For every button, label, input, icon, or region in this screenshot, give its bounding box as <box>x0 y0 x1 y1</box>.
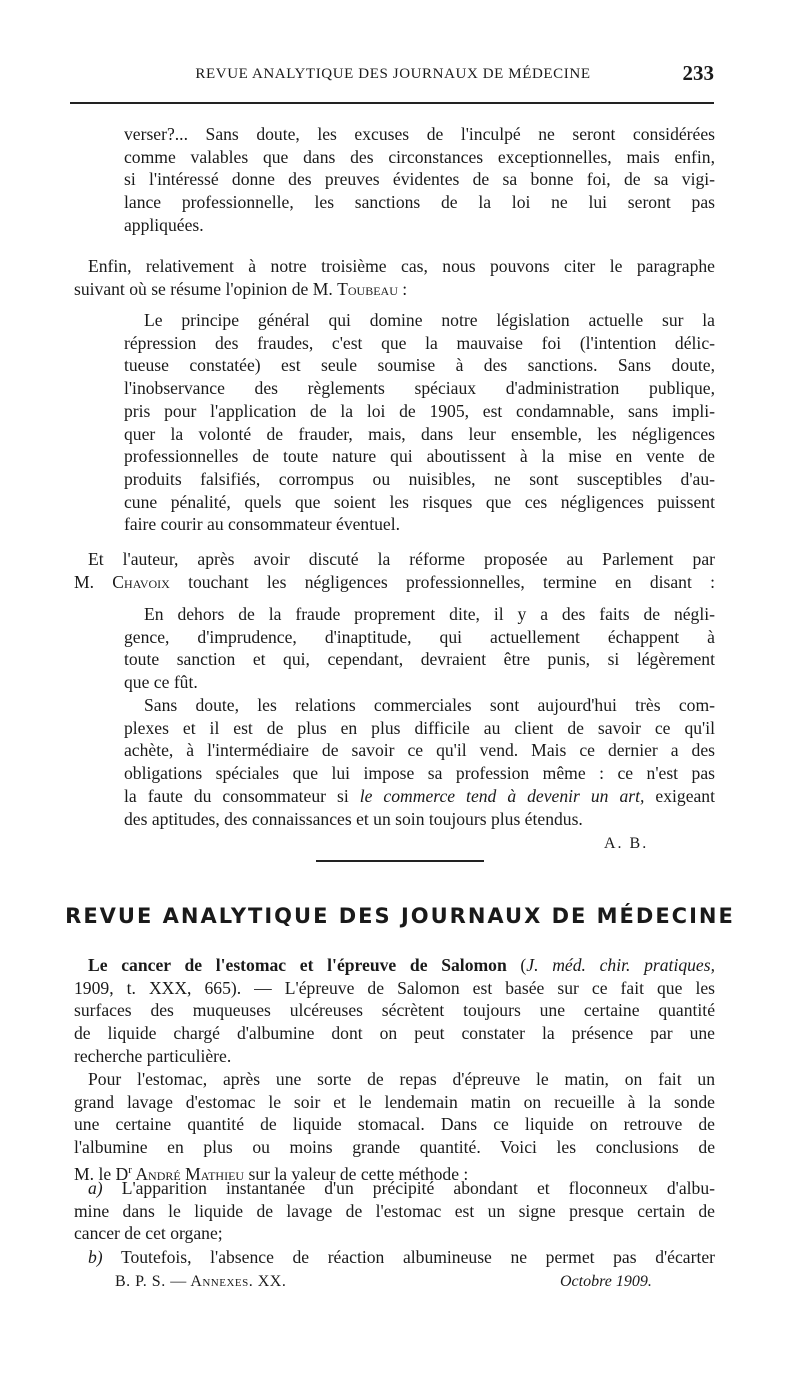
text-line: mine dans le liquide de lavage de l'estomac est un signe presque certain de <box>74 1200 715 1221</box>
author-name: André Mathieu <box>131 1163 245 1184</box>
text-line: En dehors de la fraude proprement dite, il y a des faits de négli- <box>144 604 715 624</box>
text-line: suivant où se résume l'opinion de M. Toubeau : <box>74 278 408 299</box>
text-line: Le principe général qui domine notre législation actuelle sur la <box>144 310 715 330</box>
text-line: a) L'apparition instantanée d'un précipité abondant et floconneux d'albu- <box>88 1178 715 1198</box>
article-title: Le cancer de l'estomac et l'épreuve de Salomon <box>88 955 507 975</box>
text-line: l'inobservance des règlements spéciaux d'administration publique, <box>124 378 715 399</box>
section-heading: REVUE ANALYTIQUE DES JOURNAUX DE MÉDECINE <box>65 904 735 928</box>
author-name: Chavoix <box>112 571 170 592</box>
text-line: gence, d'imprudence, d'inaptitude, qui actuellement échappent à <box>124 626 715 647</box>
paragraph-intro-chavoix <box>74 548 715 593</box>
text-line: des aptitudes, des connaissances et un soin toujours plus étendus. <box>124 808 583 829</box>
text-line: comme valables que dans des circonstances exceptionnelles, mais enfin, <box>124 146 715 167</box>
text-line: cancer de cet organe; <box>74 1223 223 1244</box>
signature-initials: A. B. <box>604 835 649 852</box>
text-line: verser?... Sans doute, les excuses de l'inculpé ne seront considérées <box>124 124 715 144</box>
text-line: produits falsifiés, corrompus ou nuisibles, ne sont susceptibles d'au- <box>124 468 715 489</box>
paragraph-intro-toubeau <box>74 255 715 300</box>
page-number: 233 <box>682 61 714 85</box>
author-name: Toubeau <box>337 278 398 299</box>
running-title: REVUE ANALYTIQUE DES JOURNAUX DE MÉDECINE <box>195 66 591 82</box>
paragraph-method <box>74 1068 715 1185</box>
text-line: appliquées. <box>124 214 204 235</box>
text-line: grand lavage d'estomac le soir et le lendemain matin on recueille à la sonde <box>74 1091 715 1112</box>
text-line: tueuse constatée) est seule soumise à des sanctions. Sans doute, <box>124 355 715 376</box>
text-line: l'albumine en plus ou moins grande quantité. Voici les conclusions de <box>74 1137 715 1158</box>
separator-rule <box>316 860 484 862</box>
text-line: 1909, t. XXX, 665). — L'épreuve de Salomon est basée sur ce fait que les <box>74 977 715 998</box>
text-line: plexes et il est de plus en plus difficile au client de savoir ce qu'il <box>124 717 715 738</box>
text-line: M. le $D^r$ André Mathieu sur la valeur de cette méthode : <box>74 1163 469 1184</box>
header-rule <box>70 102 714 104</box>
conclusion-item-b <box>74 1246 715 1269</box>
quotation-chavoix-2 <box>124 694 715 830</box>
text-line: répression des fraudes, c'est que la mauvaise foi (l'intention délic- <box>124 332 715 353</box>
conclusion-item-a <box>74 1177 715 1245</box>
text-line: Le cancer de l'estomac et l'épreuve de Salomon (J. méd. chir. pratiques, <box>88 955 715 975</box>
text-line: toute sanction et qui, cependant, devraient être punis, si légèrement <box>124 649 715 670</box>
text-line: quer la volonté de frauder, mais, dans leur ensemble, les négligences <box>124 423 715 444</box>
item-marker: a) <box>88 1178 103 1198</box>
text-line: b) Toutefois, l'absence de réaction albumineuse ne permet pas d'écarter <box>88 1247 715 1267</box>
text-line: recherche particulière. <box>74 1045 232 1066</box>
text-line: de liquide chargé d'albumine dont on peut constater la présence par une <box>74 1023 715 1044</box>
text-line: si l'intéressé donne des preuves évidentes de sa bonne foi, de sa vigi- <box>124 169 715 190</box>
text-line: lance professionnelle, les sanctions de la loi ne lui seront pas <box>124 192 715 213</box>
footer-date: Octobre 1909. <box>560 1273 652 1290</box>
text-line: pris pour l'application de la loi de 1905, est condamnable, sans impli- <box>124 400 715 421</box>
quotation-chavoix-1 <box>124 603 715 694</box>
text-line: que ce fût. <box>124 672 198 693</box>
text-line: Enfin, relativement à notre troisième cas, nous pouvons citer le paragraphe <box>88 256 715 276</box>
footer-reference: B. P. S. — Annexes. XX. <box>115 1273 287 1290</box>
text-line: obligations spéciales que lui impose sa profession même : ce n'est pas <box>124 763 715 784</box>
text-line: Et l'auteur, après avoir discuté la réforme proposée au Parlement par <box>88 549 715 569</box>
text-line: M. Chavoix touchant les négligences professionnelles, termine en disant : <box>74 571 715 592</box>
text-line: une certaine quantité de liquide stomacal. Dans ce liquide on retrouve de <box>74 1114 715 1135</box>
text-line: Pour l'estomac, après une sorte de repas d'épreuve le matin, on fait un <box>88 1069 715 1089</box>
article-intro <box>74 954 715 1068</box>
paragraph-continuation <box>124 123 715 237</box>
text-line: Sans doute, les relations commerciales sont aujourd'hui très com- <box>144 695 715 715</box>
text-line: professionnelles de toute nature qui aboutissent à la mise en vente de <box>124 446 715 467</box>
text-line: surfaces des muqueuses ulcéreuses sécrètent toujours une certaine quantité <box>74 1000 715 1021</box>
italic-phrase: le commerce tend à devenir un art, <box>359 785 645 806</box>
quotation-toubeau <box>124 309 715 536</box>
text-line: la faute du consommateur si le commerce tend à devenir un art, exigeant <box>124 785 715 806</box>
journal-citation: J. méd. chir. pratiques, <box>526 955 715 975</box>
text-line: cune pénalité, quels que soient les risques que ces négligences puissent <box>124 491 715 512</box>
running-head <box>72 61 714 94</box>
text-line: faire courir au consommateur éventuel. <box>124 514 401 535</box>
item-marker: b) <box>88 1247 103 1267</box>
text-line: achète, à l'intermédiaire de savoir ce qu'il vend. Mais ce dernier a des <box>124 740 715 761</box>
